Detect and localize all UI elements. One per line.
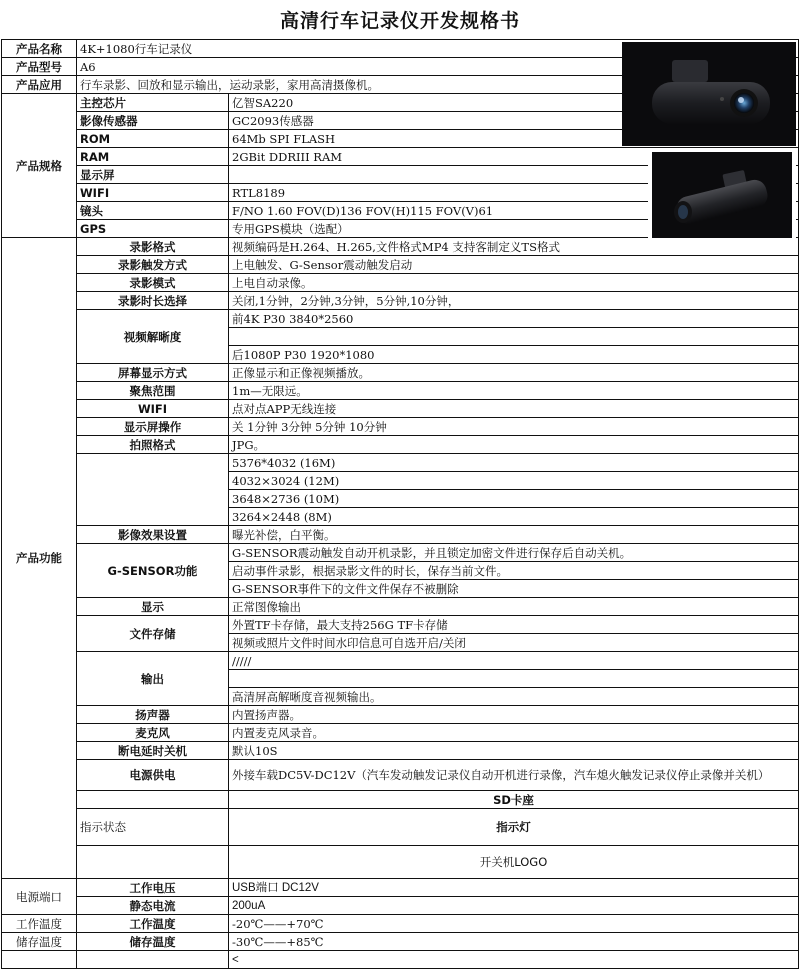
func-label: 录影格式 xyxy=(77,238,229,256)
func-value: 启动事件录影，根据录影文件的时长，保存当前文件。 xyxy=(229,562,799,580)
spec-label: RAM xyxy=(77,148,229,166)
indicator-label: 指示灯 xyxy=(229,809,799,846)
category-work-temp: 工作温度 xyxy=(2,915,77,933)
table-row xyxy=(2,951,799,969)
func-label: 屏幕显示方式 xyxy=(77,364,229,382)
row-value-product-name: 4K+1080行车记录仪 xyxy=(77,40,799,58)
func-value: 曝光补偿，白平衡。 xyxy=(229,526,799,544)
func-value: 关 1分钟 3分钟 5分钟 10分钟 xyxy=(229,418,799,436)
func-value: ///// xyxy=(229,652,799,670)
table-row xyxy=(2,364,799,382)
power-label: 工作电压 xyxy=(77,879,229,897)
product-photo-side xyxy=(648,148,796,242)
table-row xyxy=(2,791,799,809)
table-row xyxy=(2,436,799,454)
table-row xyxy=(2,846,799,879)
spec-value: 专用GPS模块（选配） xyxy=(229,220,799,238)
table-row xyxy=(2,292,799,310)
func-value: 前4K P30 3840*2560 xyxy=(229,310,799,328)
row-label-application: 产品应用 xyxy=(2,76,77,94)
func-value: 视频编码是H.264、H.265,文件格式MP4 支持客制定义TS格式 xyxy=(229,238,799,256)
sd-label: SD卡座 xyxy=(229,791,799,809)
func-label: 录影触发方式 xyxy=(77,256,229,274)
table-row xyxy=(2,706,799,724)
table-row xyxy=(2,933,799,951)
table-row xyxy=(2,598,799,616)
power-label: 静态电流 xyxy=(77,897,229,915)
spec-value: 亿智SA220 xyxy=(229,94,799,112)
table-row xyxy=(2,724,799,742)
table-row xyxy=(2,454,799,472)
spec-label: 影像传感器 xyxy=(77,112,229,130)
table-row xyxy=(2,897,799,915)
func-label: 拍照格式 xyxy=(77,436,229,454)
func-label-empty xyxy=(77,454,229,526)
func-value: 关闭,1分钟，2分钟,3分钟，5分钟,10分钟， xyxy=(229,292,799,310)
table-row xyxy=(2,310,799,328)
spec-label: ROM xyxy=(77,130,229,148)
func-label: 电源供电 xyxy=(77,760,229,791)
func-value: 默认10S xyxy=(229,742,799,760)
table-row xyxy=(2,652,799,670)
spec-label: 主控芯片 xyxy=(77,94,229,112)
func-label: G-SENSOR功能 xyxy=(77,544,229,598)
spec-label: GPS xyxy=(77,220,229,238)
temp-label: 储存温度 xyxy=(77,933,229,951)
func-value: 1m—无限远。 xyxy=(229,382,799,400)
func-value: 3264×2448 (8M) xyxy=(229,508,799,526)
spec-value: F/NO 1.60 FOV(D)136 FOV(H)115 FOV(V)61 xyxy=(229,202,799,220)
spec-label: WIFI xyxy=(77,184,229,202)
table-row xyxy=(2,742,799,760)
func-label: 录影模式 xyxy=(77,274,229,292)
table-row xyxy=(2,256,799,274)
row-label-model: 产品型号 xyxy=(2,58,77,76)
func-value: 3648×2736 (10M) xyxy=(229,490,799,508)
func-label: 影像效果设置 xyxy=(77,526,229,544)
table-row xyxy=(2,526,799,544)
cat-empty xyxy=(2,951,77,969)
func-value: 4032×3024 (12M) xyxy=(229,472,799,490)
func-label: 聚焦范围 xyxy=(77,382,229,400)
category-store-temp: 储存温度 xyxy=(2,933,77,951)
func-value: 后1080P P30 1920*1080 xyxy=(229,346,799,364)
spec-label: 镜头 xyxy=(77,202,229,220)
spec-value: GC2093传感器 xyxy=(229,112,799,130)
func-value: 正常图像输出 xyxy=(229,598,799,616)
label-empty xyxy=(77,951,229,969)
spec-label: 显示屏 xyxy=(77,166,229,184)
category-power-port: 电源端口 xyxy=(2,879,77,915)
table-row xyxy=(2,400,799,418)
row-value-application: 行车录影、回放和显示输出，运动录影，家用高清摄像机。 xyxy=(77,76,799,94)
func-label: 扬声器 xyxy=(77,706,229,724)
category-indicator: 指示状态 xyxy=(77,809,229,846)
func-label: 麦克风 xyxy=(77,724,229,742)
row-value-model: A6 xyxy=(77,58,799,76)
func-value: 高清屏高解晰度音视频输出。 xyxy=(229,688,799,706)
func-value: G-SENSOR震动触发自动开机录影，并且锁定加密文件进行保存后自动关机。 xyxy=(229,544,799,562)
func-value: 点对点APP无线连接 xyxy=(229,400,799,418)
func-label: 断电延时关机 xyxy=(77,742,229,760)
table-row xyxy=(2,274,799,292)
table-row xyxy=(2,879,799,897)
last-value: < xyxy=(229,951,799,969)
table-row xyxy=(2,616,799,634)
table-row xyxy=(2,809,799,846)
spec-value: RTL8189 xyxy=(229,184,799,202)
product-photo-front xyxy=(622,42,796,146)
spec-value: 2GBit DDRIII RAM xyxy=(229,148,799,166)
func-value: 上电触发、G-Sensor震动触发启动 xyxy=(229,256,799,274)
temp-value: -30℃——+85℃ xyxy=(229,933,799,951)
func-value: G-SENSOR事件下的文件文件保存不被删除 xyxy=(229,580,799,598)
func-value: 内置扬声器。 xyxy=(229,706,799,724)
spec-value: 64Mb SPI FLASH xyxy=(229,130,799,148)
power-value: 200uA xyxy=(229,897,799,915)
cat-empty xyxy=(77,791,229,809)
table-row xyxy=(2,760,799,791)
func-label: 文件存储 xyxy=(77,616,229,652)
func-value xyxy=(229,328,799,346)
func-value: 外接车载DC5V-DC12V（汽车发动触发记录仪自动开机进行录像，汽车熄火触发记录仪停止录像并关机） xyxy=(229,760,799,791)
func-label: 录影时长选择 xyxy=(77,292,229,310)
table-row xyxy=(2,915,799,933)
temp-value: -20℃——+70℃ xyxy=(229,915,799,933)
func-value-empty xyxy=(229,670,799,688)
func-label: 显示 xyxy=(77,598,229,616)
row-label-product-name: 产品名称 xyxy=(2,40,77,58)
func-value: 上电自动录像。 xyxy=(229,274,799,292)
table-row xyxy=(2,382,799,400)
func-value: 外置TF卡存储，最大支持256G TF卡存储 xyxy=(229,616,799,634)
func-label: WIFI xyxy=(77,400,229,418)
category-function: 产品功能 xyxy=(2,238,77,879)
table-row xyxy=(2,418,799,436)
func-label: 输出 xyxy=(77,652,229,706)
temp-label: 工作温度 xyxy=(77,915,229,933)
category-spec: 产品规格 xyxy=(2,94,77,238)
logo-label: 开关机LOGO xyxy=(229,846,799,879)
func-value: 正像显示和正像视频播放。 xyxy=(229,364,799,382)
cat-empty xyxy=(77,846,229,879)
table-row xyxy=(2,544,799,562)
func-label: 视频解晰度 xyxy=(77,310,229,364)
func-value: 视频或照片文件时间水印信息可自选开启/关闭 xyxy=(229,634,799,652)
document-title: 高清行车记录仪开发规格书 xyxy=(279,10,520,32)
func-value: 内置麦克风录音。 xyxy=(229,724,799,742)
func-label: 显示屏操作 xyxy=(77,418,229,436)
power-value: USB端口 DC12V xyxy=(229,879,799,897)
func-value: 5376*4032 (16M) xyxy=(229,454,799,472)
func-value: JPG。 xyxy=(229,436,799,454)
